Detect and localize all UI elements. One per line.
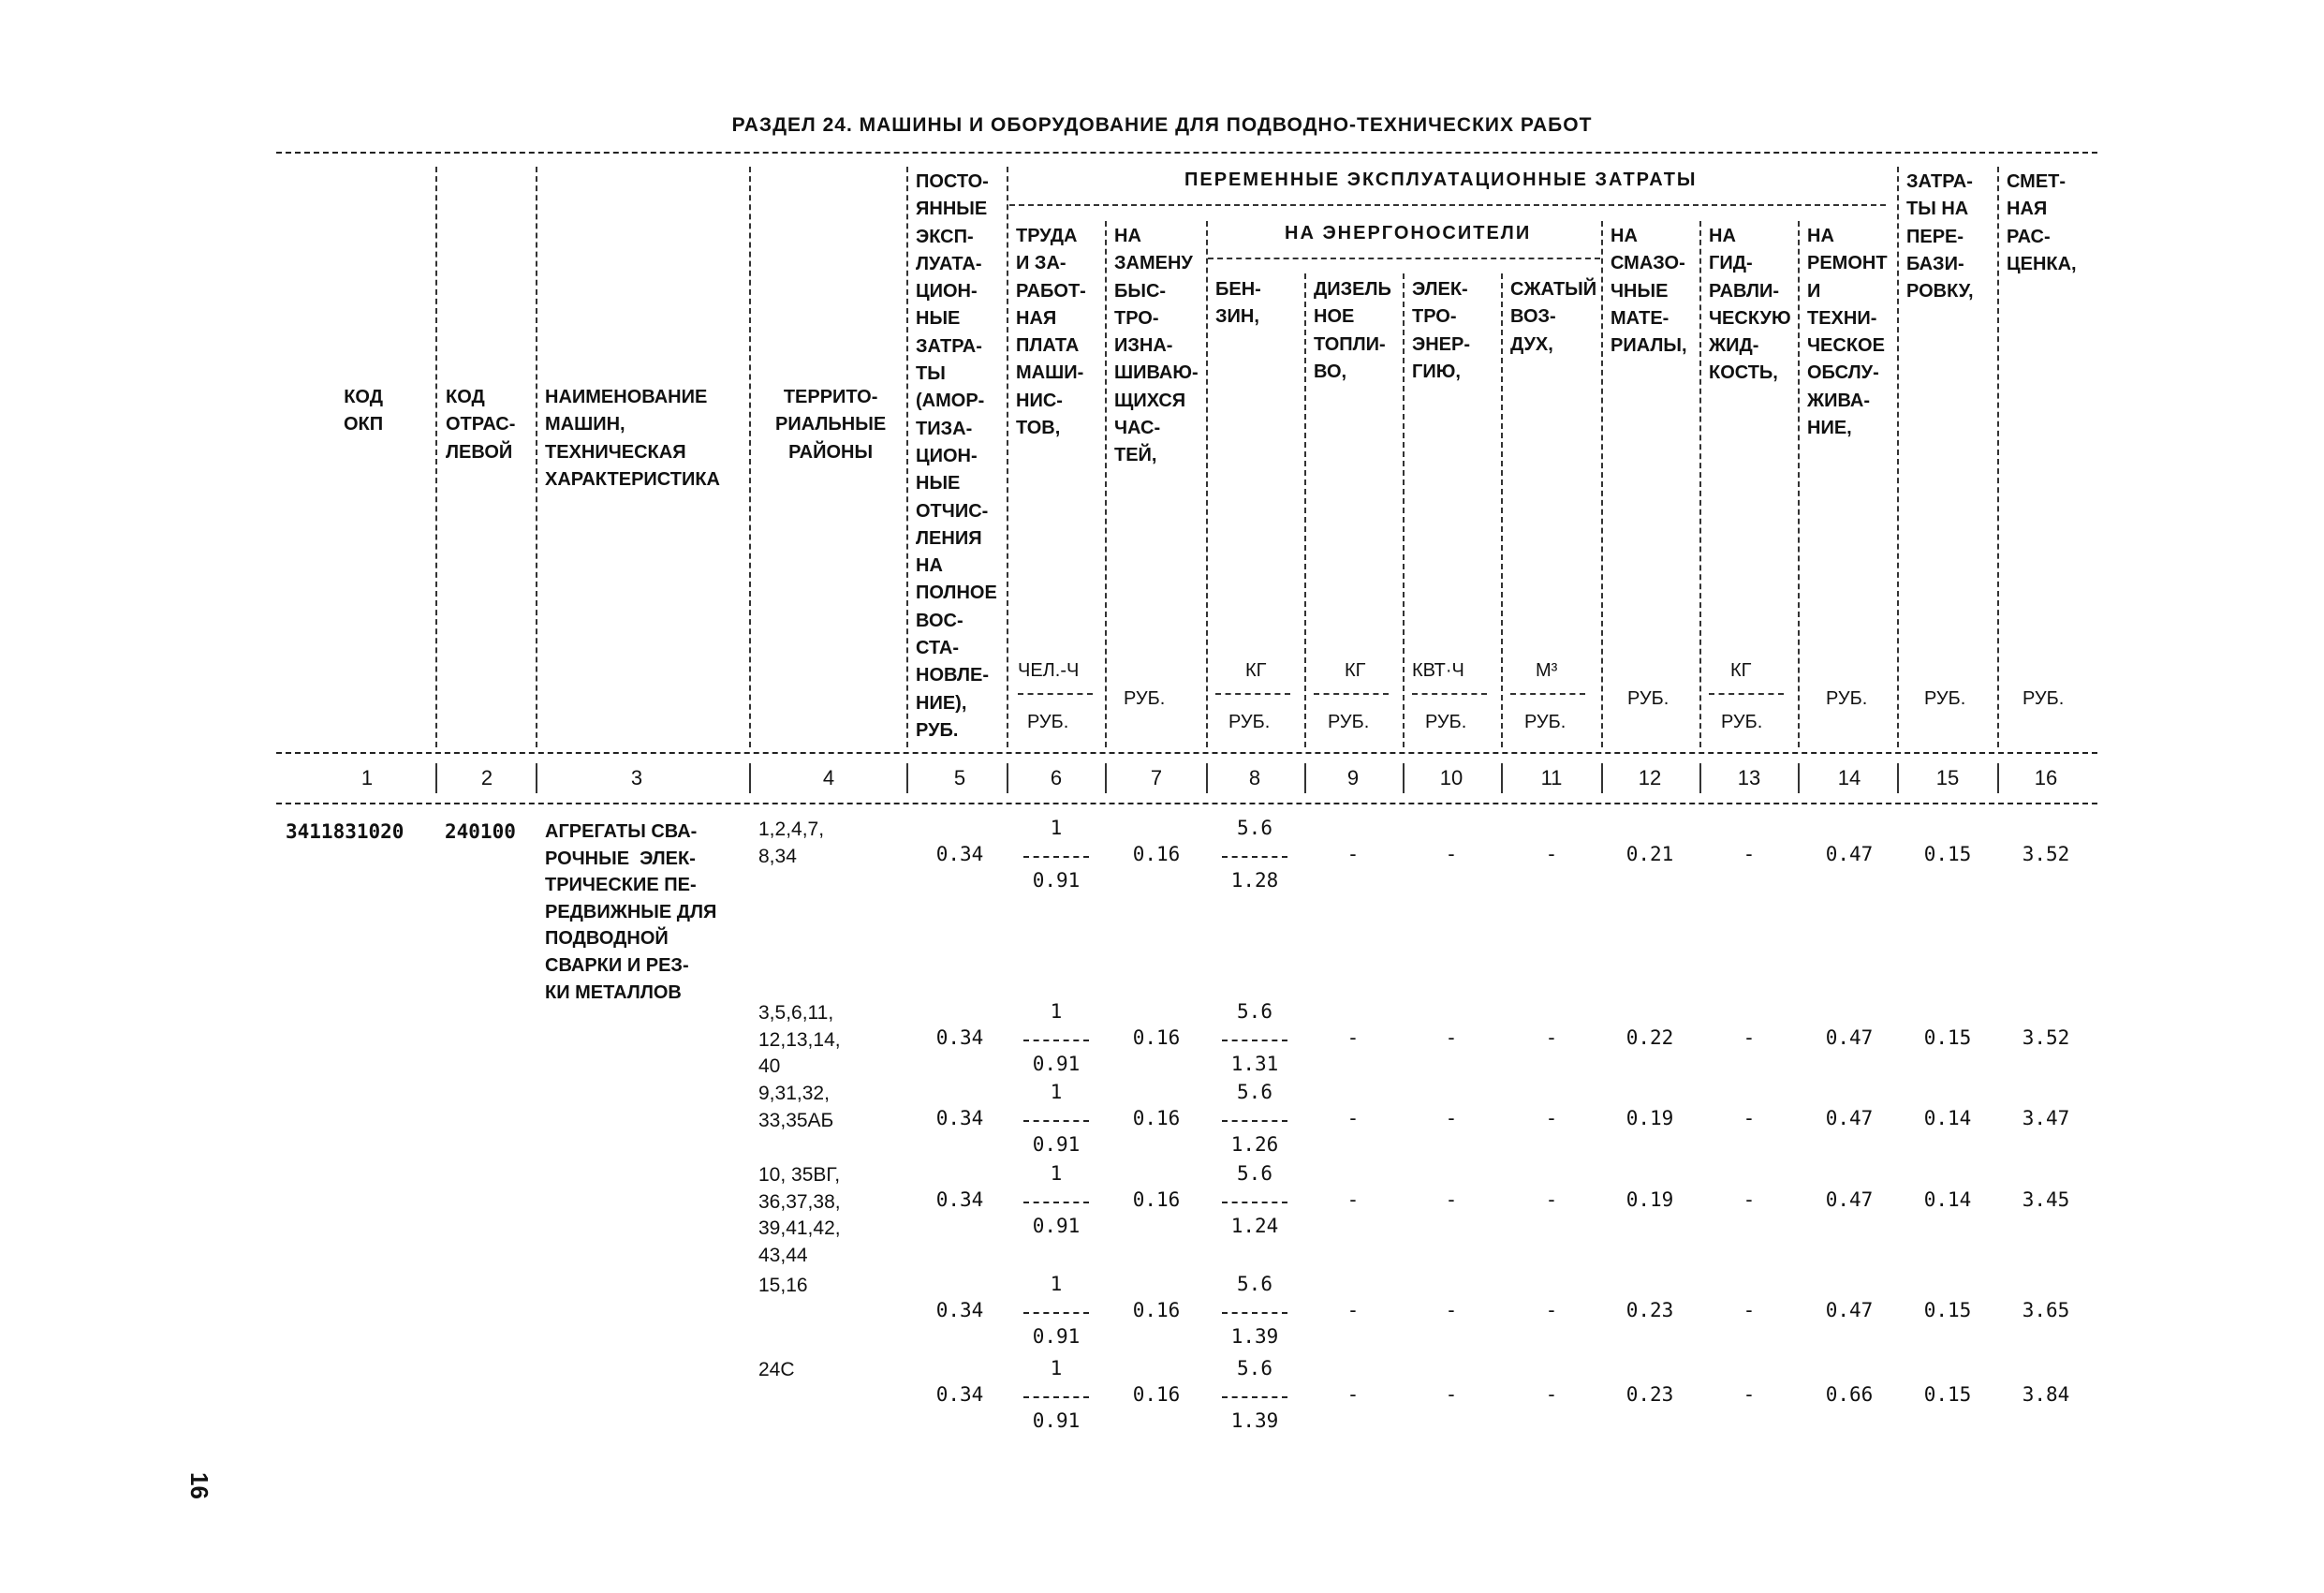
- row-repair: 0.47: [1825, 1107, 1874, 1129]
- header-energy-carriers-group: НА ЭНЕРГОНОСИТЕЛИ: [1285, 223, 1532, 243]
- item-name: АГРЕГАТЫ СВА- РОЧНЫЕ ЭЛЕК- ТРИЧЕСКИЕ ПЕ- РЕДВИЖНЫЕ ДЛЯ ПОДВОДНОЙ СВАРКИ И РЕЗ- КИ МЕТАЛЛОВ: [545, 821, 717, 1003]
- row-constant-costs: 0.34: [935, 1383, 984, 1406]
- unit-col10-rule: [1412, 693, 1487, 695]
- column-separator: [749, 167, 751, 747]
- row-repair: 0.47: [1825, 843, 1874, 865]
- row-diesel: -: [1346, 843, 1360, 865]
- header-code-branch: КОД ОТРАС- ЛЕВОЙ: [446, 387, 516, 463]
- column-separator: [435, 167, 437, 747]
- column-separator: [1699, 221, 1701, 747]
- header-top-rule: [276, 152, 2097, 154]
- row-regions: 24С: [758, 1359, 795, 1380]
- row-estimated-rate: 3.65: [2022, 1299, 2070, 1321]
- row-relocation: 0.15: [1923, 1383, 1972, 1406]
- row-regions: 9,31,32, 33,35АБ: [758, 1083, 834, 1131]
- column-number-separator: [1501, 763, 1503, 793]
- column-number: 15: [1935, 766, 1960, 789]
- row-constant-costs: 0.34: [935, 1299, 984, 1321]
- row-lubricants: 0.23: [1625, 1299, 1674, 1321]
- row-diesel: -: [1346, 1383, 1360, 1406]
- row-compressed-air: -: [1545, 1299, 1558, 1321]
- row-parts-replacement: 0.16: [1132, 1026, 1181, 1049]
- header-bottom-rule: [276, 752, 2097, 754]
- row-lubricants: 0.19: [1625, 1107, 1674, 1129]
- column-separator: [1304, 273, 1306, 747]
- column-number-separator: [536, 763, 537, 793]
- unit-col12: РУБ.: [1627, 688, 1669, 709]
- unit-col9-bottom: РУБ.: [1328, 712, 1370, 732]
- row-diesel: -: [1346, 1026, 1360, 1049]
- column-separator: [1007, 167, 1008, 747]
- column-number-separator: [1699, 763, 1701, 793]
- column-number: 2: [480, 766, 493, 789]
- row-labor-rub: 0.91: [1032, 869, 1081, 892]
- header-electricity: ЭЛЕК- ТРО- ЭНЕР- ГИЮ,: [1412, 279, 1471, 382]
- column-number-separator: [1997, 763, 1999, 793]
- column-number: 7: [1150, 766, 1163, 789]
- row-hydraulic-fluid: -: [1743, 1026, 1756, 1049]
- row-gasoline-rub: 1.24: [1230, 1215, 1279, 1237]
- row-hydraulic-fluid: -: [1743, 1188, 1756, 1211]
- row-gasoline-kg: 5.6: [1237, 1000, 1272, 1023]
- row-parts-replacement: 0.16: [1132, 1383, 1181, 1406]
- row-relocation: 0.14: [1923, 1107, 1972, 1129]
- unit-col9-top: КГ: [1345, 660, 1366, 681]
- row-relocation: 0.14: [1923, 1188, 1972, 1211]
- unit-col14: РУБ.: [1826, 688, 1868, 709]
- page-mark: 16: [185, 1472, 213, 1499]
- row-constant-costs: 0.34: [935, 1107, 984, 1129]
- row-regions: 15,16: [758, 1275, 808, 1296]
- row-repair: 0.47: [1825, 1299, 1874, 1321]
- fraction-line: [1023, 1396, 1089, 1398]
- header-constant-costs: ПОСТО- ЯННЫЕ ЭКСП- ЛУАТА- ЦИОН- НЫЕ ЗАТРА- ТЫ (АМОР- ТИЗА- ЦИОН- НЫЕ ОТЧИС- ЛЕНИЯ НА ПОЛНОЕ ВОС- СТА- НОВЛЕ- НИЕ), РУБ.: [916, 171, 997, 741]
- column-number-separator: [1105, 763, 1107, 793]
- unit-col11-bottom: РУБ.: [1524, 712, 1566, 732]
- row-electricity: -: [1445, 1383, 1458, 1406]
- header-diesel-fuel: ДИЗЕЛЬ НОЕ ТОПЛИ- ВО,: [1314, 279, 1391, 382]
- column-number: 1: [360, 766, 374, 789]
- row-labor-rub: 0.91: [1032, 1325, 1081, 1348]
- header-parts-replacement: НА ЗАМЕНУ БЫС- ТРО- ИЗНА- ШИВАЮ- ЩИХСЯ ЧАС- ТЕЙ,: [1114, 226, 1199, 466]
- header-hydraulic-fluid: НА ГИД- РАВЛИ- ЧЕСКУЮ ЖИД- КОСТЬ,: [1709, 226, 1791, 384]
- row-regions: 10, 35ВГ, 36,37,38, 39,41,42, 43,44: [758, 1164, 841, 1266]
- column-number: 11: [1540, 766, 1563, 789]
- header-machine-name: НАИМЕНОВАНИЕ МАШИН, ТЕХНИЧЕСКАЯ ХАРАКТЕРИСТИКА: [545, 387, 720, 490]
- unit-col6-rule: [1018, 693, 1093, 695]
- row-electricity: -: [1445, 1188, 1458, 1211]
- row-compressed-air: -: [1545, 1026, 1558, 1049]
- row-hydraulic-fluid: -: [1743, 1299, 1756, 1321]
- column-number: 5: [953, 766, 966, 789]
- fraction-line: [1023, 1120, 1089, 1122]
- unit-col6-bottom: РУБ.: [1027, 712, 1069, 732]
- column-number-separator: [749, 763, 751, 793]
- row-regions: 3,5,6,11, 12,13,14, 40: [758, 1002, 841, 1078]
- fraction-line: [1222, 1202, 1287, 1203]
- row-hydraulic-fluid: -: [1743, 1107, 1756, 1129]
- unit-col8-rule: [1215, 693, 1290, 695]
- column-numbers-rule: [276, 803, 2097, 804]
- row-parts-replacement: 0.16: [1132, 1107, 1181, 1129]
- row-gasoline-kg: 5.6: [1237, 1273, 1272, 1295]
- row-gasoline-rub: 1.28: [1230, 869, 1279, 892]
- fraction-line: [1222, 1040, 1287, 1041]
- row-hydraulic-fluid: -: [1743, 843, 1756, 865]
- row-parts-replacement: 0.16: [1132, 843, 1181, 865]
- column-number: 16: [2034, 766, 2058, 789]
- unit-col8-top: КГ: [1245, 660, 1267, 681]
- header-territorial-regions: ТЕРРИТО- РИАЛЬНЫЕ РАЙОНЫ: [775, 387, 887, 463]
- row-regions: 1,2,4,7, 8,34: [758, 819, 825, 867]
- column-number-separator: [1304, 763, 1306, 793]
- column-number: 9: [1346, 766, 1360, 789]
- row-lubricants: 0.19: [1625, 1188, 1674, 1211]
- row-diesel: -: [1346, 1107, 1360, 1129]
- row-lubricants: 0.22: [1625, 1026, 1674, 1049]
- row-repair: 0.47: [1825, 1188, 1874, 1211]
- header-lubricants: НА СМАЗО- ЧНЫЕ МАТЕ- РИАЛЫ,: [1611, 226, 1687, 357]
- row-gasoline-rub: 1.39: [1230, 1409, 1279, 1432]
- row-gasoline-kg: 5.6: [1237, 1081, 1272, 1103]
- row-electricity: -: [1445, 1107, 1458, 1129]
- column-number: 8: [1248, 766, 1261, 789]
- row-estimated-rate: 3.47: [2022, 1107, 2070, 1129]
- unit-col16: РУБ.: [2022, 688, 2065, 709]
- column-separator: [1601, 221, 1603, 747]
- row-hydraulic-fluid: -: [1743, 1383, 1756, 1406]
- column-separator: [1798, 221, 1800, 747]
- fraction-line: [1222, 856, 1287, 858]
- row-constant-costs: 0.34: [935, 1026, 984, 1049]
- row-gasoline-rub: 1.26: [1230, 1133, 1279, 1156]
- fraction-line: [1222, 1396, 1287, 1398]
- unit-col6-top: ЧЕЛ.-Ч: [1018, 660, 1080, 681]
- unit-col10-bottom: РУБ.: [1425, 712, 1467, 732]
- row-estimated-rate: 3.52: [2022, 843, 2070, 865]
- row-compressed-air: -: [1545, 1383, 1558, 1406]
- row-estimated-rate: 3.84: [2022, 1383, 2070, 1406]
- unit-col11-rule: [1510, 693, 1585, 695]
- column-separator: [536, 167, 537, 747]
- header-gasoline: БЕН- ЗИН,: [1215, 279, 1261, 328]
- unit-col11-top: М³: [1536, 660, 1558, 681]
- row-labor-hours: 1: [1050, 1000, 1063, 1023]
- row-gasoline-kg: 5.6: [1237, 817, 1272, 839]
- row-relocation: 0.15: [1923, 1026, 1972, 1049]
- column-number: 10: [1439, 766, 1464, 789]
- page-title: РАЗДЕЛ 24. МАШИНЫ И ОБОРУДОВАНИЕ ДЛЯ ПОДВОДНО-ТЕХНИЧЕСКИХ РАБОТ: [731, 114, 1593, 136]
- column-separator: [1105, 221, 1107, 747]
- column-number: 4: [822, 766, 835, 789]
- row-constant-costs: 0.34: [935, 843, 984, 865]
- row-gasoline-rub: 1.31: [1230, 1053, 1279, 1075]
- header-variable-costs-group: ПЕРЕМЕННЫЕ ЭКСПЛУАТАЦИОННЫЕ ЗАТРАТЫ: [1184, 170, 1698, 190]
- row-labor-hours: 1: [1050, 1162, 1063, 1185]
- row-labor-hours: 1: [1050, 1273, 1063, 1295]
- column-number-separator: [1007, 763, 1008, 793]
- row-estimated-rate: 3.45: [2022, 1188, 2070, 1211]
- header-labor: ТРУДА И ЗА- РАБОТ- НАЯ ПЛАТА МАШИ- НИС- ТОВ,: [1016, 226, 1086, 439]
- column-separator: [1206, 221, 1208, 747]
- row-constant-costs: 0.34: [935, 1188, 984, 1211]
- column-number-separator: [906, 763, 908, 793]
- row-diesel: -: [1346, 1299, 1360, 1321]
- row-gasoline-rub: 1.39: [1230, 1325, 1279, 1348]
- energy-carriers-rule: [1208, 258, 1600, 259]
- row-compressed-air: -: [1545, 1107, 1558, 1129]
- row-labor-rub: 0.91: [1032, 1215, 1081, 1237]
- fraction-line: [1023, 1040, 1089, 1041]
- header-repair-maintenance: НА РЕМОНТ И ТЕХНИ- ЧЕСКОЕ ОБСЛУ- ЖИВА- НИЕ,: [1807, 226, 1888, 439]
- row-relocation: 0.15: [1923, 843, 1972, 865]
- fraction-line: [1222, 1312, 1287, 1314]
- fraction-line: [1023, 1312, 1089, 1314]
- column-number-separator: [1897, 763, 1899, 793]
- column-number-separator: [435, 763, 437, 793]
- row-repair: 0.66: [1825, 1383, 1874, 1406]
- unit-col13-top: КГ: [1730, 660, 1752, 681]
- column-number: 12: [1638, 766, 1662, 789]
- row-relocation: 0.15: [1923, 1299, 1972, 1321]
- column-separator: [1997, 167, 1999, 747]
- row-electricity: -: [1445, 843, 1458, 865]
- fraction-line: [1023, 856, 1089, 858]
- column-number: 3: [630, 766, 643, 789]
- row-labor-hours: 1: [1050, 817, 1063, 839]
- row-electricity: -: [1445, 1299, 1458, 1321]
- row-gasoline-kg: 5.6: [1237, 1357, 1272, 1379]
- column-number: 13: [1737, 766, 1761, 789]
- row-compressed-air: -: [1545, 843, 1558, 865]
- unit-col8-bottom: РУБ.: [1228, 712, 1271, 732]
- fraction-line: [1023, 1202, 1089, 1203]
- row-labor-rub: 0.91: [1032, 1133, 1081, 1156]
- row-gasoline-kg: 5.6: [1237, 1162, 1272, 1185]
- column-number: 6: [1050, 766, 1063, 789]
- unit-col15: РУБ.: [1924, 688, 1966, 709]
- column-number-separator: [1403, 763, 1405, 793]
- column-number-separator: [1601, 763, 1603, 793]
- header-relocation-costs: ЗАТРА- ТЫ НА ПЕРЕ- БАЗИ- РОВКУ,: [1906, 171, 1974, 302]
- unit-col10-top: КВТ·Ч: [1412, 660, 1464, 681]
- row-parts-replacement: 0.16: [1132, 1188, 1181, 1211]
- unit-col7: РУБ.: [1124, 688, 1166, 709]
- header-estimated-rate: СМЕТ- НАЯ РАС- ЦЕНКА,: [2007, 171, 2077, 274]
- row-labor-rub: 0.91: [1032, 1409, 1081, 1432]
- column-separator: [1897, 167, 1899, 747]
- row-labor-hours: 1: [1050, 1081, 1063, 1103]
- column-separator: [1501, 273, 1503, 747]
- row-labor-rub: 0.91: [1032, 1053, 1081, 1075]
- row-lubricants: 0.21: [1625, 843, 1674, 865]
- row-lubricants: 0.23: [1625, 1383, 1674, 1406]
- column-number-separator: [1206, 763, 1208, 793]
- row-parts-replacement: 0.16: [1132, 1299, 1181, 1321]
- column-number: 14: [1837, 766, 1861, 789]
- unit-col9-rule: [1314, 693, 1389, 695]
- row-repair: 0.47: [1825, 1026, 1874, 1049]
- variable-costs-rule: [1009, 204, 1886, 206]
- item-code-okp: 3411831020: [286, 820, 404, 843]
- header-code-okp: КОД ОКП: [344, 387, 384, 435]
- header-compressed-air: СЖАТЫЙ ВОЗ- ДУХ,: [1510, 279, 1597, 355]
- row-compressed-air: -: [1545, 1188, 1558, 1211]
- column-separator: [1403, 273, 1405, 747]
- row-estimated-rate: 3.52: [2022, 1026, 2070, 1049]
- column-number-separator: [1798, 763, 1800, 793]
- unit-col13-rule: [1709, 693, 1784, 695]
- row-electricity: -: [1445, 1026, 1458, 1049]
- item-code-branch: 240100: [445, 820, 516, 843]
- unit-col13-bottom: РУБ.: [1721, 712, 1763, 732]
- fraction-line: [1222, 1120, 1287, 1122]
- column-separator: [906, 167, 908, 747]
- row-diesel: -: [1346, 1188, 1360, 1211]
- row-labor-hours: 1: [1050, 1357, 1063, 1379]
